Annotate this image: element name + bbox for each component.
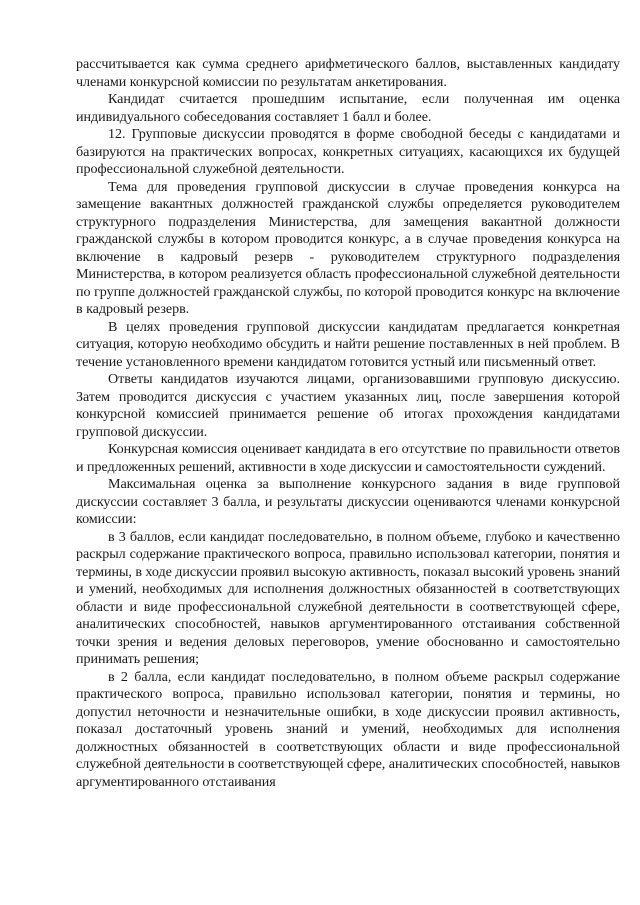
- paragraph-7: Конкурсная комиссия оценивает кандидата в его отсутствие по правильности ответов и предложенных решений, активности в ходе дискуссии и самостоятельности суждений.: [76, 441, 620, 475]
- paragraph-4: Тема для проведения групповой дискуссии в случае проведения конкурса на замещение вакантных должностей гражданской службы определяется руководителем структурного подразделения Министерства, для замещения вакантной должности гражданской службы в котором проводится конкурс, а в случае проведения конкурса на включение в кадровый резерв - руководителем структурного подразделения Министерства, в котором реализуется область профессиональной служебной деятельности по группе должностей гражданской службы, по которой проводится конкурс на включение в кадровый резерв.: [76, 178, 620, 317]
- paragraph-8: Максимальная оценка за выполнение конкурсного задания в виде групповой дискуссии составляет 3 балла, и результаты дискуссии оцениваются членами конкурсной комиссии:: [76, 476, 620, 527]
- paragraph-5: В целях проведения групповой дискуссии кандидатам предлагается конкретная ситуация, которую необходимо обсудить и найти решение поставленных в ней проблем. В течение установленного времени кандидатом готовится устный или письменный ответ.: [76, 318, 620, 370]
- paragraph-9: в 3 баллов, если кандидат последовательно, в полном объеме, глубоко и качественно раскрыл содержание практического вопроса, правильно использовал категории, понятия и термины, в ходе дискуссии проявил высокую активность, показал высокий уровень знаний и умений, необходимых для исполнения должностных обязанностей в соответствующих области и виде профессиональной служебной деятельности в соответствующей сфере, аналитических способностей, навыков аргументированного отстаивания собственной точки зрения и ведения деловых переговоров, умение обоснованно и самостоятельно принимать решения;: [76, 528, 620, 667]
- paragraph-1: рассчитывается как сумма среднего арифметического баллов, выставленных кандидату членами конкурсной комиссии по результатам анкетирования.: [76, 56, 620, 90]
- paragraph-10: в 2 балла, если кандидат последовательно, в полном объеме раскрыл содержание практического вопроса, правильно использовал категории, понятия и термины, но допустил неточности и незначительные ошибки, в ходе дискуссии проявил активность, показал достаточный уровень знаний и умений, необходимых для исполнения должностных обязанностей в соответствующих области и виде профессиональной служебной деятельности в соответствующей сфере, аналитических способностей, навыков аргументированного отстаивания: [76, 668, 620, 790]
- paragraph-2: Кандидат считается прошедшим испытание, если полученная им оценка индивидуального собеседования составляет 1 балл и более.: [76, 91, 620, 125]
- paragraph-3: 12. Групповые дискуссии проводятся в форме свободной беседы с кандидатами и базируются на практических вопросах, конкретных ситуациях, касающихся их будущей профессиональной служебной деятельности.: [76, 126, 620, 177]
- paragraph-6: Ответы кандидатов изучаются лицами, организовавшими групповую дискуссию. Затем проводится дискуссия с участием указанных лиц, после завершения которой конкурсной комиссией принимается решение об итогах прохождения кандидатами групповой дискуссии.: [76, 371, 620, 440]
- document-page: [76, 56, 620, 791]
